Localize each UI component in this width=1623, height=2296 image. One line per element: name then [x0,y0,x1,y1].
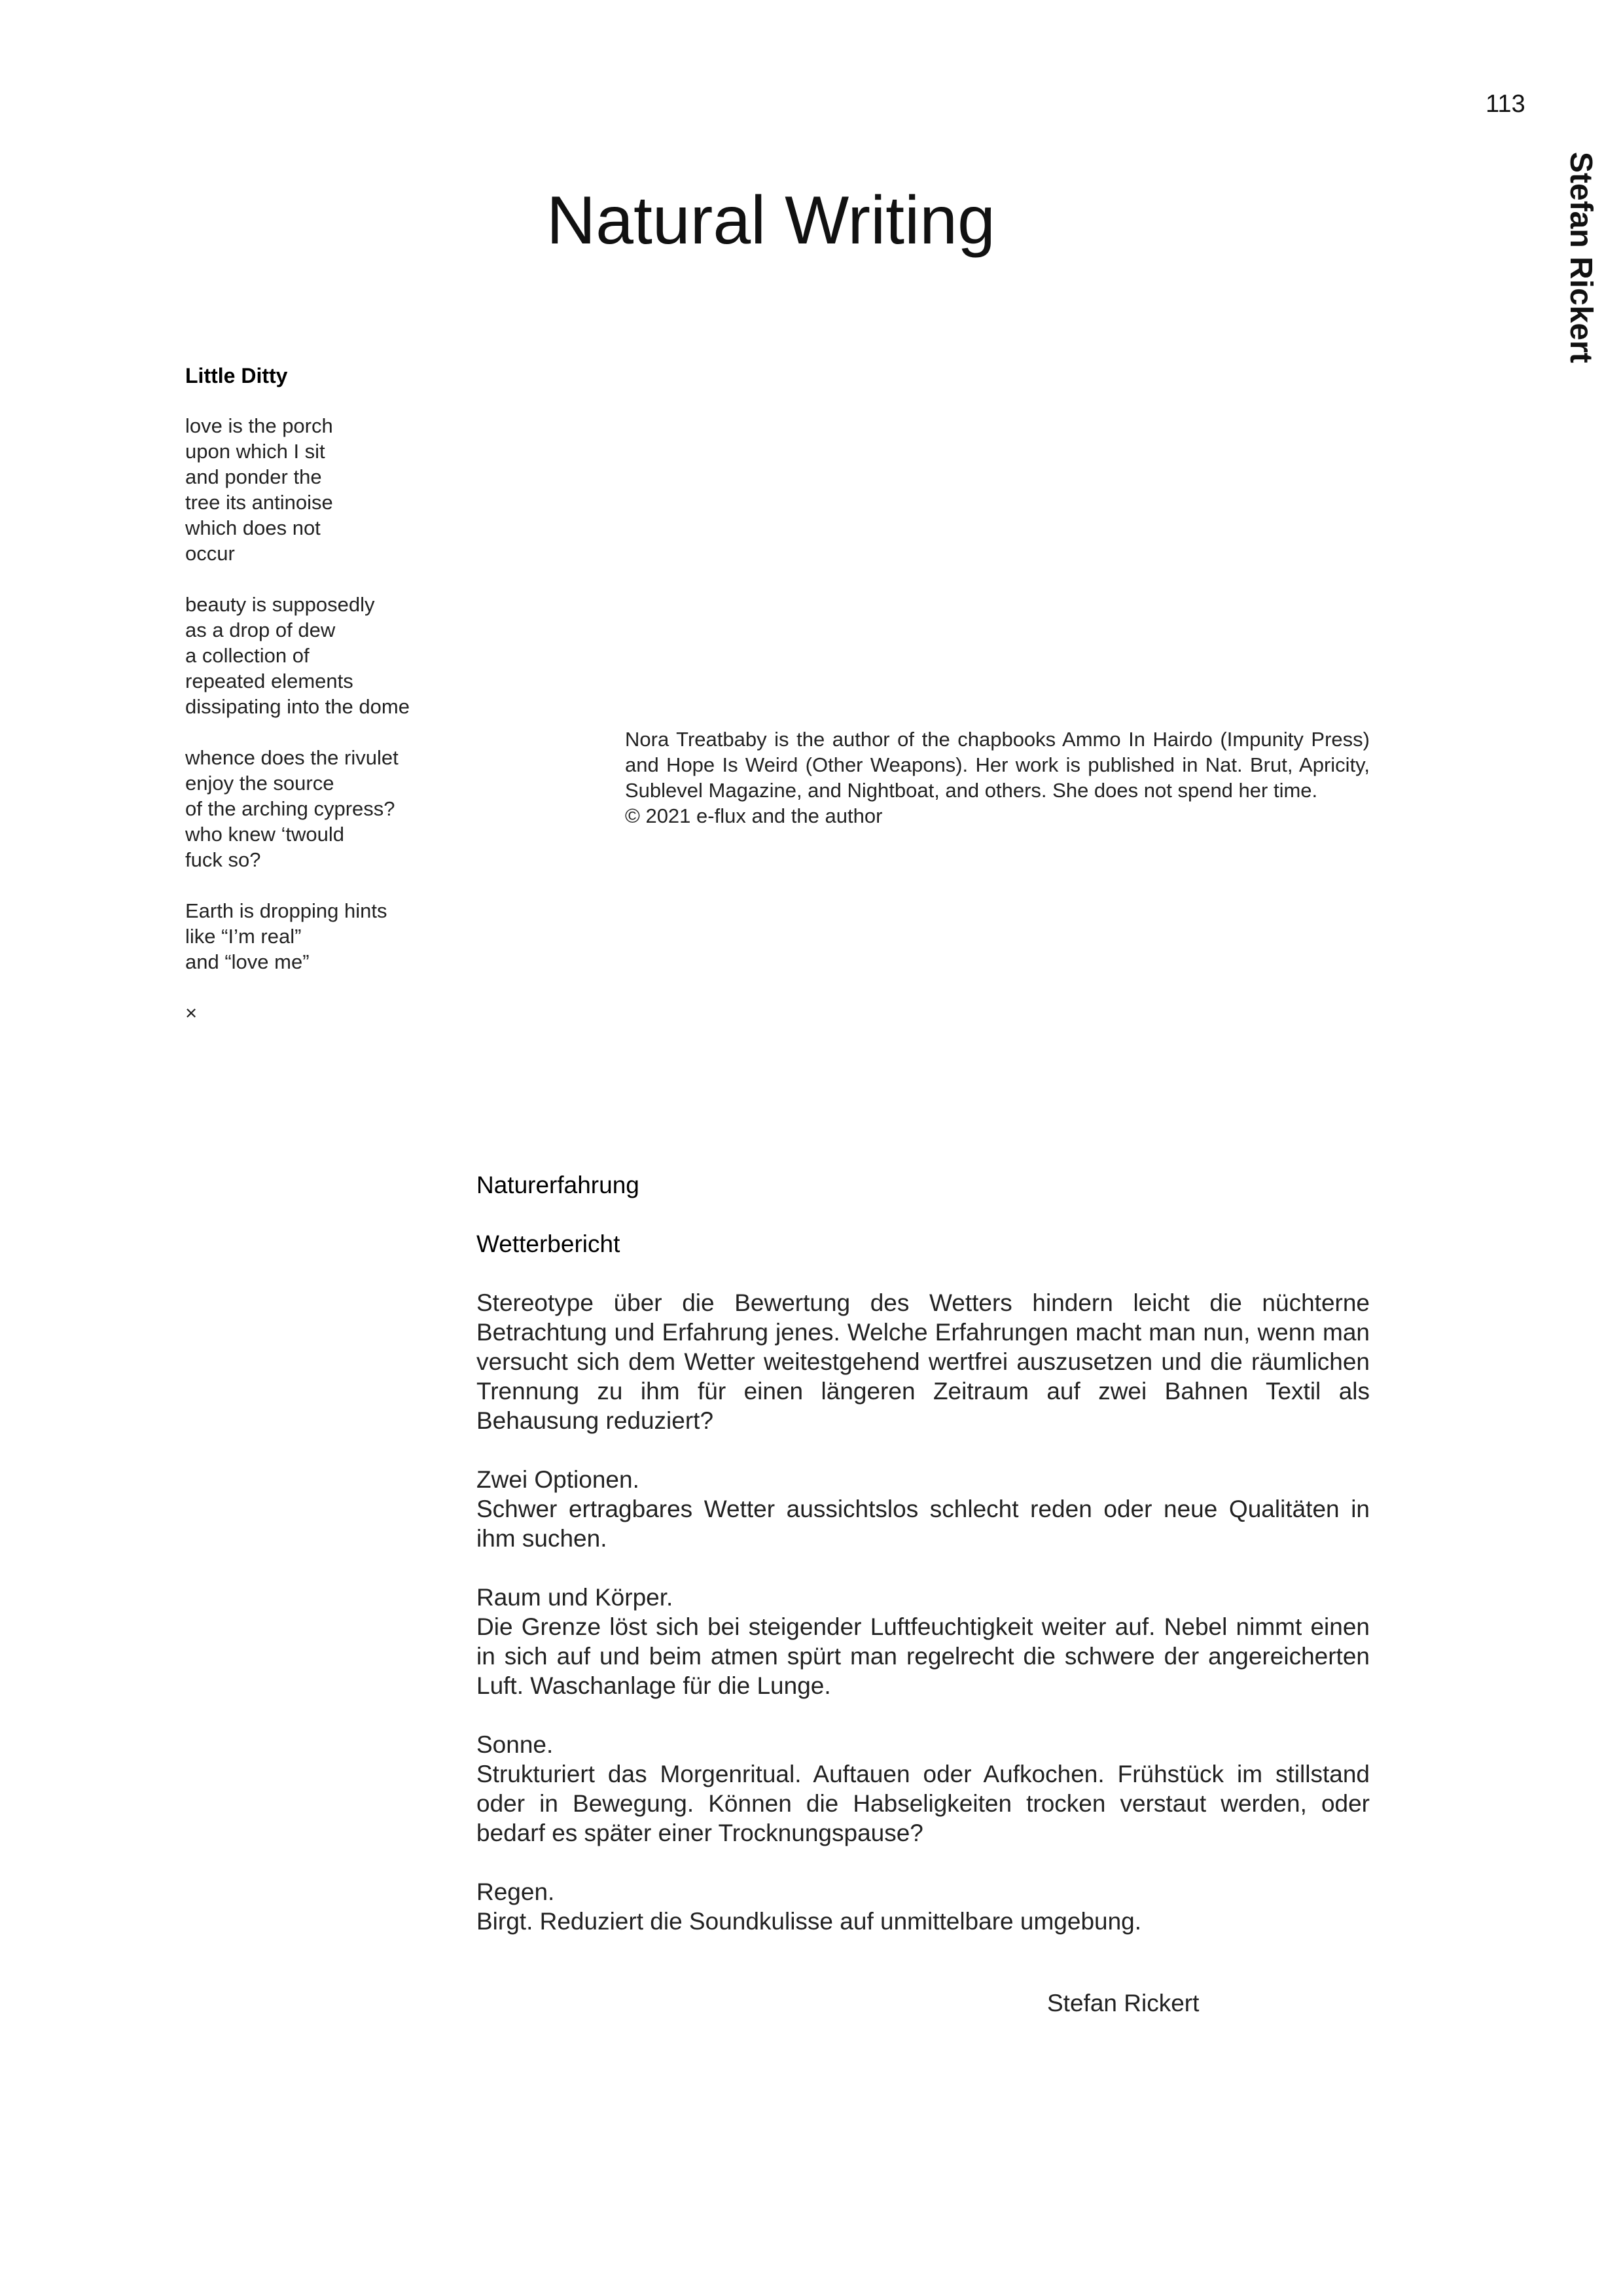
poem-title: Little Ditty [185,364,288,387]
poem-stanza [185,898,467,975]
copyright-notice: © 2021 e-flux and the author [625,804,883,827]
poem-line: repeated elements [185,670,353,692]
poem-end-mark: × [185,1001,198,1024]
essay-subheading: Wetterbericht [476,1230,620,1257]
section-label: Zwei Optionen. [476,1466,639,1493]
poem-line: fuck so? [185,848,261,871]
author-bio [625,726,1370,829]
poem-line: beauty is supposedly [185,593,375,616]
poem-line: occur [185,542,235,565]
section-label: Sonne. [476,1731,554,1758]
poem-line: enjoy the source [185,772,334,795]
poem-line: tree its antinoise [185,491,333,514]
poem-line: Earth is dropping hints [185,899,387,922]
essay-section [476,1465,1370,1553]
poem-line: of the arching cypress? [185,797,395,820]
essay-section [476,1877,1370,1936]
poem-line: which does not [185,516,321,539]
section-text: Birgt. Reduziert die Soundkulisse auf unmittelbare umgebung. [476,1908,1142,1935]
poem-stanza [185,745,467,872]
poem-stanza [185,592,467,719]
bio-text: Nora Treatbaby is the author of the chapbooks Ammo In Hairdo (Impunity Press) and Hope Is Weird (Other Weapons). Her work is published in Nat. Brut, Apricity, Sublevel Magazine, and Nightboat, and others. She does not spend her time. [625,728,1370,802]
poem-line: dissipating into the dome [185,695,410,718]
essay-heading: Naturerfahrung [476,1172,639,1198]
poem [185,363,467,1026]
section-label: Raum und Körper. [476,1584,673,1611]
poem-line: a collection of [185,644,310,667]
essay-section [476,1730,1370,1848]
poem-line: as a drop of dew [185,619,336,641]
section-text: Strukturiert das Morgenritual. Auftauen oder Aufkochen. Frühstück im stillstand oder in Bewegung. Können die Habseligkeiten trocken verstaut werden, oder bedarf es später einer Trocknungspause? [476,1761,1370,1846]
section-label: Regen. [476,1878,555,1905]
poem-line: who knew ‘twould [185,823,344,846]
page-number: 113 [1486,90,1525,118]
poem-line: upon which I sit [185,440,325,463]
poem-line: whence does the rivulet [185,746,399,769]
essay-intro: Stereotype über die Bewertung des Wetters hindern leicht die nüchterne Betrachtung und Erfahrung jenes. Welche Erfahrungen macht man nun, wenn man versucht sich dem Wetter weitestgehend wertfrei auszusetzen und die räumlichen Trennung zu ihm für einen längeren Zeitraum auf zwei Bahnen Textil als Behausung reduziert? [476,1289,1370,1434]
poem-line: and “love me” [185,950,310,973]
poem-line: love is the porch [185,414,333,437]
essay-section [476,1583,1370,1700]
section-text: Schwer ertragbares Wetter aussichtslos schlecht reden oder neue Qualitäten in ihm suchen. [476,1496,1370,1552]
essay [476,1170,1370,1965]
poem-line: like “I’m real” [185,925,302,948]
running-head-author: Stefan Rickert [1563,152,1598,363]
poem-line: and ponder the [185,465,322,488]
section-text: Die Grenze löst sich bei steigender Luftfeuchtigkeit weiter auf. Nebel nimmt einen in sich auf und beim atmen spürt man regelrecht die schwere der angereicherten Luft. Waschanlage für die Lunge. [476,1613,1370,1699]
essay-author-signature: Stefan Rickert [1047,1990,1200,2017]
poem-stanza [185,413,467,566]
page-title: Natural Writing [546,183,995,259]
